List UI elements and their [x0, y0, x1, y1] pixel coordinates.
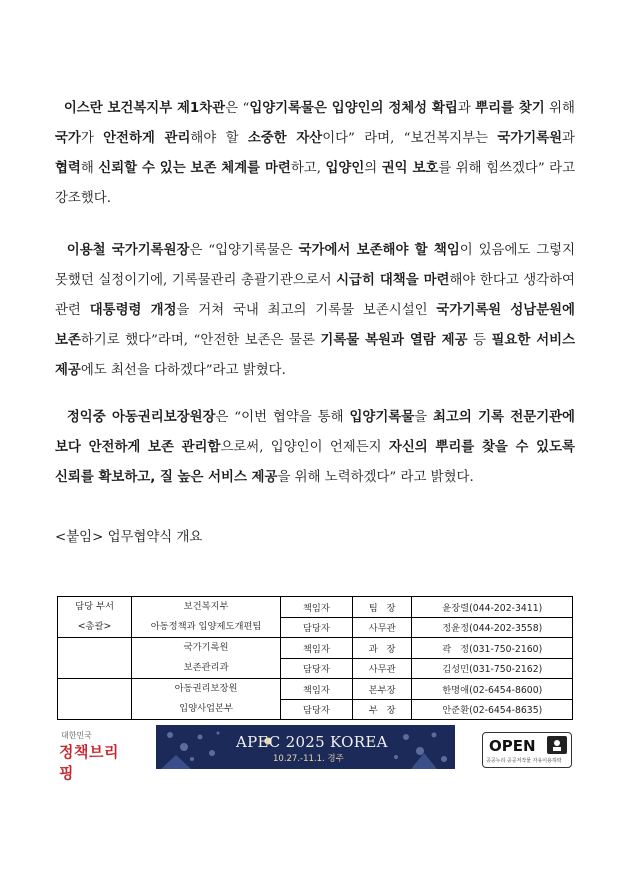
apec-dates: 10.27.-11.1. 경주	[273, 754, 344, 764]
role-cell: 담당자	[281, 658, 353, 679]
title-cell: 부 장	[352, 699, 412, 720]
contact-cell: 김성민(031-750-2162)	[412, 658, 573, 679]
quote-paragraph-vice-minister: 이스란 보건복지부 제1차관은 “입양기록물은 입양인의 정체성 확립과 뿌리를 찾기 위해 국가가 안전하게 관리해야 할 소중한 자산이다” 라며, “보건복지부는 국가기록원과 협력해 신뢰할 수 있는 보존 체계를 마련하고, 입양인의 권익 보호를 위해 힘쓰겠다” 라고 강조했다.	[55, 101, 576, 206]
role-cell: 책임자	[281, 638, 353, 659]
role-cell: 책임자	[281, 597, 353, 618]
role-cell: 책임자	[281, 679, 353, 700]
role-cell: 담당자	[281, 699, 353, 720]
role-cell: 담당자	[281, 617, 353, 638]
org-cell: 아동권리보장원 입양사업본부	[132, 679, 281, 720]
dept-cell	[58, 638, 132, 679]
table-row	[58, 597, 573, 618]
brief-logo-text: 정책브리핑	[59, 743, 119, 782]
contact-cell: 곽 정(031-750-2160)	[412, 638, 573, 659]
license-badge-icon	[547, 736, 567, 754]
apec-banner	[156, 725, 455, 769]
quote-paragraph-child-rights-director: 정익중 아동권리보장원장은 “이번 협약을 통해 입양기록물을 최고의 기록 전문기관에 보다 안전하게 보존 관리함으로써, 입양인이 언제든지 자신의 뿌리를 찾을 수 있도록 신뢰를 확보하고, 질 높은 서비스 제공을 위해 노력하겠다” 라고 밝혔다.	[55, 410, 575, 485]
open-logo-text: OPEN	[489, 737, 536, 755]
title-cell: 과 장	[352, 638, 412, 659]
dept-cell	[58, 679, 132, 720]
contact-table	[57, 596, 573, 720]
contact-cell: 한명애(02-6454-8600)	[412, 679, 573, 700]
contact-cell: 안준환(02-6454-8635)	[412, 699, 573, 720]
title-cell: 팀 장	[352, 597, 412, 618]
quote-paragraph-archives-director: 이용철 국가기록원장은 “입양기록물은 국가에서 보존해야 할 책임이 있음에도 그렇지 못했던 실정이기에, 기록물관리 총괄기관으로서 시급히 대책을 마련해야 한다고 생각하여 관련 대통령령 개정을 거쳐 국내 최고의 기록물 보존시설인 국가기록원 성남분원에 보존하기로 했다”라며, “안전한 보존은 물론 기록물 복원과 열람 제공 등 필요한 서비스 제공에도 최선을 다하겠다”라고 밝혔다.	[55, 243, 576, 378]
org-cell: 국가기록원 보존관리과	[132, 638, 281, 679]
table-row	[58, 638, 573, 659]
contact-cell: 윤장렬(044-202-3411)	[412, 597, 573, 618]
contact-cell: 정윤정(044-202-3558)	[412, 617, 573, 638]
attachment-label: <붙임> 업무협약식 개요	[55, 530, 203, 545]
title-cell: 사무관	[352, 658, 412, 679]
dept-cell: 담당 부서 <총괄>	[58, 597, 132, 638]
title-cell: 본부장	[352, 679, 412, 700]
title-cell: 사무관	[352, 617, 412, 638]
open-license-logo	[482, 732, 572, 768]
org-cell: 보건복지부 아동정책과 입양제도개편팀	[132, 597, 281, 638]
policy-briefing-logo	[57, 725, 127, 782]
brief-logo-small-text: 대한민국	[61, 731, 92, 740]
apec-title: APEC 2025 KOREA	[236, 733, 388, 751]
open-logo-caption: 공공누리 공공저작물 자유이용허락	[486, 758, 562, 764]
table-row	[58, 679, 573, 700]
